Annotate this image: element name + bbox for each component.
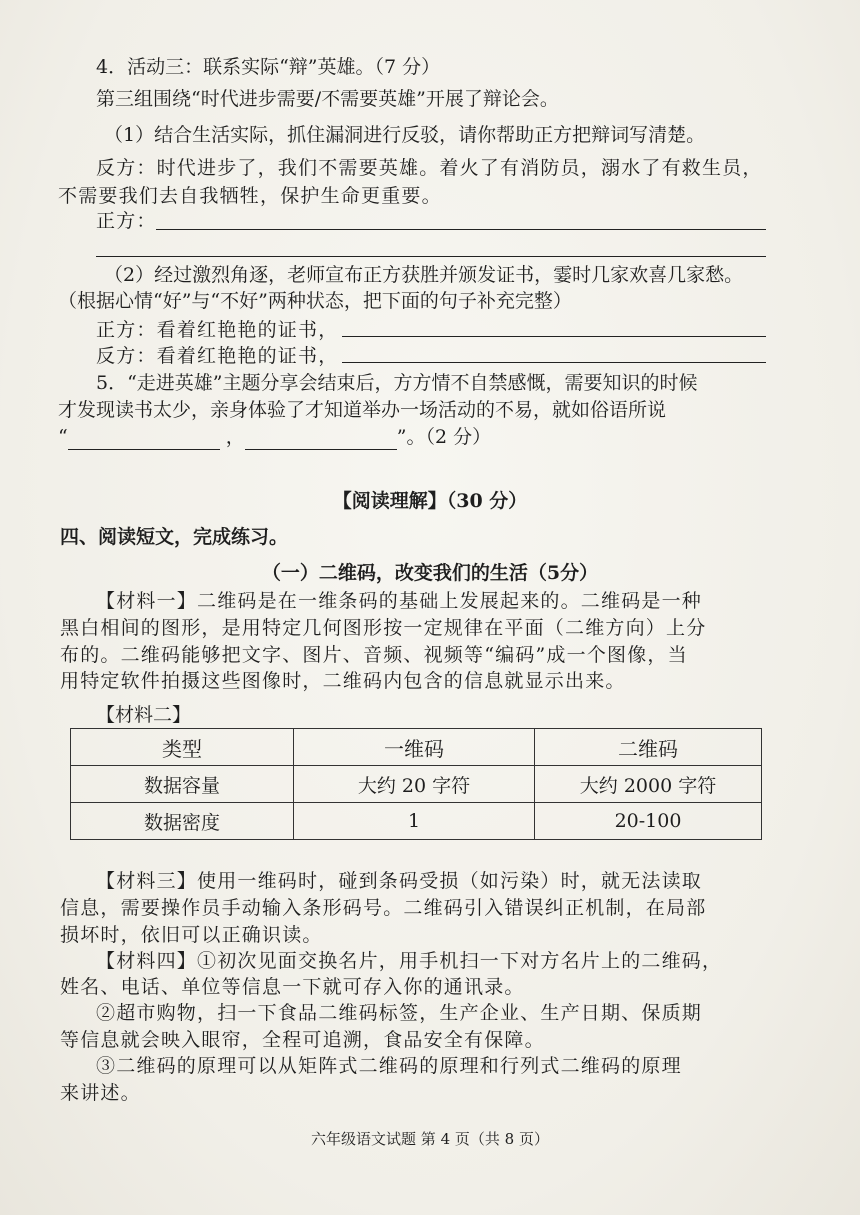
zheng-sentence-blank[interactable] xyxy=(342,336,766,337)
fan-sentence-blank[interactable] xyxy=(342,362,766,363)
q4-zheng-sentence: 正方：看着红艳艳的证书， xyxy=(96,319,339,341)
q5-comma: ， xyxy=(225,426,245,448)
q4-zhengfang-label: 正方： xyxy=(96,210,157,232)
q4-sub1: （1）结合生活实际，抓住漏洞进行反驳，请你帮助正方把辩词写清楚。 xyxy=(104,124,706,146)
material4-line1: 【材料四】①初次见面交换名片，用手机扫一下对方名片上的二维码， xyxy=(96,950,723,972)
table-cell: 大约 2000 字符 xyxy=(535,766,762,803)
q4-fan-sentence: 反方：看着红艳艳的证书， xyxy=(96,345,339,367)
material3-line3: 损坏时，依旧可以正确识读。 xyxy=(60,924,323,946)
material3-line2: 信息，需要操作员手动输入条形码号。二维码引入错误纠正机制，在局部 xyxy=(60,897,707,919)
q5-close: ”。（2 分） xyxy=(396,426,492,448)
q4-intro: 第三组围绕“时代进步需要/不需要英雄”开展了辩论会。 xyxy=(96,88,559,110)
proverb-blank-2[interactable] xyxy=(245,429,397,450)
proverb-blank-1[interactable] xyxy=(68,429,220,450)
table-row xyxy=(71,803,762,840)
table-header-cell: 一维码 xyxy=(294,729,535,766)
material4-line4: 等信息就会映入眼帘，全程可追溯，食品安全有保障。 xyxy=(60,1029,545,1051)
q4-fanfang-line1: 反方：时代进步了，我们不需要英雄。着火了有消防员，溺水了有救生员， xyxy=(96,157,763,179)
material1-line2: 黑白相间的图形，是用特定几何图形按一定规律在平面（二维方向）上分 xyxy=(60,617,707,639)
barcode-comparison-table xyxy=(70,728,762,840)
reading-section-title: 【阅读理解】（30 分） xyxy=(332,490,528,512)
table-cell: 1 xyxy=(294,803,535,840)
q5-line2: 才发现读书太少，亲身体验了才知道举办一场活动的不易，就如俗语所说 xyxy=(58,399,667,421)
table-cell: 大约 20 字符 xyxy=(294,766,535,803)
q5-line3 xyxy=(58,424,491,450)
q5-open-quote: “ xyxy=(58,426,68,448)
material1-line1: 【材料一】二维码是在一维条码的基础上发展起来的。二维码是一种 xyxy=(96,590,703,612)
q4-sub2-line2: （根据心情“好”与“不好”两种状态，把下面的句子补充完整） xyxy=(58,290,572,312)
material3-line1: 【材料三】使用一维码时，碰到条码受损（如污染）时，就无法读取 xyxy=(96,870,703,892)
table-row xyxy=(71,766,762,803)
table-header-cell: 二维码 xyxy=(535,729,762,766)
q4-title: 4．活动三：联系实际“辩”英雄。（7 分） xyxy=(96,56,441,78)
material4-line3: ②超市购物，扫一下食品二维码标签，生产企业、生产日期、保质期 xyxy=(96,1002,703,1024)
material1-line3: 布的。二维码能够把文字、图片、音频、视频等“编码”成一个图像，当 xyxy=(60,644,688,666)
reading-part-title: 四、阅读短文，完成练习。 xyxy=(60,526,289,548)
page-footer: 六年级语文试题 第 4 页（共 8 页） xyxy=(311,1130,549,1148)
material1-line4: 用特定软件拍摄这些图像时，二维码内包含的信息就显示出来。 xyxy=(60,670,626,692)
material4-line2: 姓名、电话、单位等信息一下就可存入你的通讯录。 xyxy=(60,976,525,998)
q5-line1: 5．“走进英雄”主题分享会结束后，方方情不自禁感慨，需要知识的时候 xyxy=(96,372,698,394)
table-cell: 数据容量 xyxy=(71,766,294,803)
material4-line5: ③二维码的原理可以从矩阵式二维码的原理和行列式二维码的原理 xyxy=(96,1055,682,1077)
material4-line6: 来讲述。 xyxy=(60,1082,141,1104)
table-header-cell: 类型 xyxy=(71,729,294,766)
passage-title: （一）二维码，改变我们的生活（5分） xyxy=(261,562,599,584)
q4-sub2-line1: （2）经过激烈角逐，老师宣布正方获胜并颁发证书，霎时几家欢喜几家愁。 xyxy=(104,264,744,286)
zhengfang-answer-line-2[interactable] xyxy=(96,256,766,257)
table-header-row xyxy=(71,729,762,766)
table-cell: 20-100 xyxy=(535,803,762,840)
table-cell: 数据密度 xyxy=(71,803,294,840)
material2-label: 【材料二】 xyxy=(96,704,192,726)
q4-fanfang-line2: 不需要我们去自我牺牲，保护生命更重要。 xyxy=(58,185,442,207)
zhengfang-answer-line-1[interactable] xyxy=(156,229,766,230)
